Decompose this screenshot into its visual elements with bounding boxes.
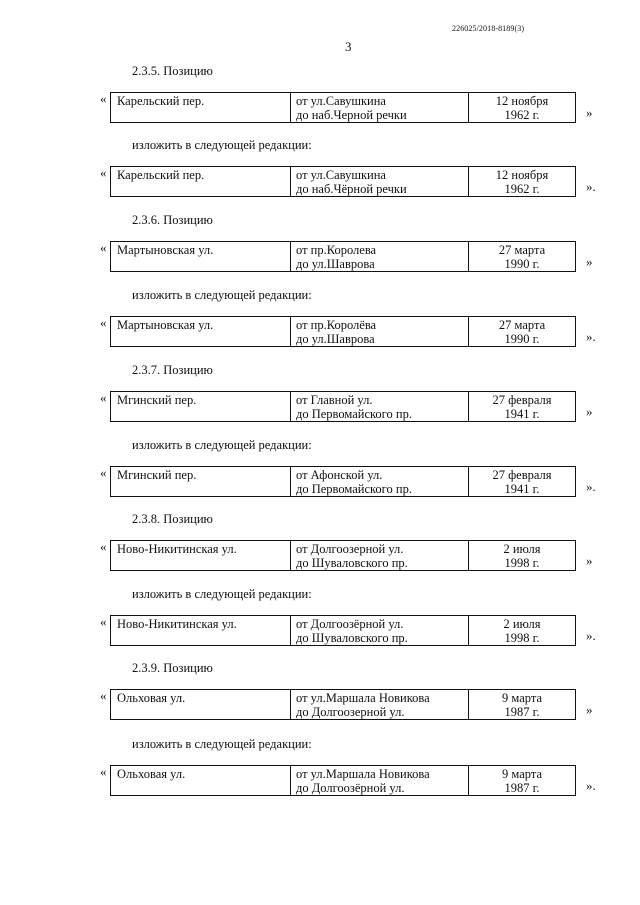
close-quote: » [586, 702, 593, 717]
extent-from: от Афонской ул. [296, 468, 383, 482]
date-cell [469, 467, 575, 496]
close-quote: » [586, 404, 593, 419]
date-cell [469, 167, 575, 196]
date-cell [469, 616, 575, 645]
date-cell [469, 317, 575, 346]
open-quote: « [100, 390, 107, 405]
extent-cell [291, 766, 469, 795]
extent-to: до ул.Шаврова [296, 257, 375, 271]
extent-cell [291, 317, 469, 346]
section-heading: 2.3.7. Позицию [132, 363, 213, 377]
extent-cell [291, 690, 469, 719]
position-table [110, 540, 576, 571]
open-quote: « [100, 240, 107, 255]
extent-cell [291, 467, 469, 496]
street-name-cell: Ольховая ул. [111, 766, 291, 795]
extent-to: до ул.Шаврова [296, 332, 375, 346]
new-position-row [100, 166, 600, 202]
close-quote: ». [586, 179, 596, 194]
street-name-cell: Ново-Никитинская ул. [111, 541, 291, 570]
extent-from: от Долгоозерной ул. [296, 542, 404, 556]
date-cell [469, 766, 575, 795]
close-quote: » [586, 254, 593, 269]
open-quote: « [100, 165, 107, 180]
extent-to: до Долгоозерной ул. [296, 705, 405, 719]
date-day-month: 27 февраля [492, 468, 552, 482]
instruction-text: изложить в следующей редакции: [132, 138, 312, 152]
date-year: 1941 г. [504, 482, 540, 496]
extent-to: до наб.Черной речки [296, 108, 407, 122]
street-name-cell: Мгинский пер. [111, 467, 291, 496]
extent-from: от ул.Савушкина [296, 94, 386, 108]
extent-cell [291, 541, 469, 570]
old-position-row [100, 391, 600, 427]
date-day-month: 2 июля [503, 617, 541, 631]
street-name-cell: Мартыновская ул. [111, 242, 291, 271]
street-name-cell: Ново-Никитинская ул. [111, 616, 291, 645]
open-quote: « [100, 539, 107, 554]
date-day-month: 2 июля [503, 542, 541, 556]
extent-from: от Главной ул. [296, 393, 373, 407]
street-name-cell: Карельский пер. [111, 167, 291, 196]
close-quote: » [586, 553, 593, 568]
new-position-row [100, 316, 600, 352]
old-position-row [100, 241, 600, 277]
date-cell [469, 93, 575, 122]
open-quote: « [100, 91, 107, 106]
instruction-text: изложить в следующей редакции: [132, 438, 312, 452]
date-day-month: 9 марта [502, 691, 542, 705]
extent-from: от ул.Маршала Новикова [296, 767, 430, 781]
instruction-text: изложить в следующей редакции: [132, 737, 312, 751]
old-position-row [100, 540, 600, 576]
date-day-month: 27 февраля [492, 393, 552, 407]
date-year: 1962 г. [504, 182, 540, 196]
extent-cell [291, 242, 469, 271]
date-year: 1962 г. [504, 108, 540, 122]
instruction-text: изложить в следующей редакции: [132, 587, 312, 601]
date-day-month: 12 ноября [495, 94, 549, 108]
date-cell [469, 541, 575, 570]
old-position-row [100, 92, 600, 128]
extent-from: от ул.Маршала Новикова [296, 691, 430, 705]
close-quote: ». [586, 778, 596, 793]
date-day-month: 12 ноября [495, 168, 549, 182]
close-quote: ». [586, 329, 596, 344]
page-number: 3 [345, 39, 352, 54]
extent-to: до Первомайского пр. [296, 482, 412, 496]
date-day-month: 27 марта [498, 318, 546, 332]
extent-cell [291, 93, 469, 122]
position-table [110, 765, 576, 796]
document-id: 226025/2018-8189(3) [452, 24, 525, 33]
extent-cell [291, 167, 469, 196]
close-quote: ». [586, 628, 596, 643]
section-heading: 2.3.5. Позицию [132, 64, 213, 78]
open-quote: « [100, 315, 107, 330]
date-day-month: 27 марта [498, 243, 546, 257]
date-cell [469, 242, 575, 271]
position-table [110, 466, 576, 497]
extent-cell [291, 616, 469, 645]
date-year: 1941 г. [504, 407, 540, 421]
close-quote: » [586, 105, 593, 120]
street-name-cell: Мгинский пер. [111, 392, 291, 421]
position-table [110, 92, 576, 123]
position-table [110, 615, 576, 646]
instruction-text: изложить в следующей редакции: [132, 288, 312, 302]
position-table [110, 241, 576, 272]
close-quote: ». [586, 479, 596, 494]
position-table [110, 391, 576, 422]
street-name-cell: Ольховая ул. [111, 690, 291, 719]
section-heading: 2.3.8. Позицию [132, 512, 213, 526]
open-quote: « [100, 764, 107, 779]
date-day-month: 9 марта [502, 767, 542, 781]
position-table [110, 689, 576, 720]
extent-from: от пр.Королёва [296, 318, 377, 332]
old-position-row [100, 689, 600, 725]
open-quote: « [100, 465, 107, 480]
date-year: 1990 г. [504, 332, 540, 346]
section-heading: 2.3.9. Позицию [132, 661, 213, 675]
extent-from: от ул.Савушкина [296, 168, 386, 182]
extent-to: до Долгоозёрной ул. [296, 781, 405, 795]
new-position-row [100, 765, 600, 801]
position-table [110, 166, 576, 197]
extent-to: до Шуваловского пр. [296, 631, 408, 645]
section-heading: 2.3.6. Позицию [132, 213, 213, 227]
extent-from: от пр.Королева [296, 243, 377, 257]
new-position-row [100, 466, 600, 502]
extent-to: до наб.Чёрной речки [296, 182, 407, 196]
extent-cell [291, 392, 469, 421]
date-year: 1998 г. [504, 631, 540, 645]
date-year: 1998 г. [504, 556, 540, 570]
street-name-cell: Мартыновская ул. [111, 317, 291, 346]
extent-to: до Первомайского пр. [296, 407, 412, 421]
date-year: 1987 г. [504, 781, 540, 795]
date-cell [469, 690, 575, 719]
extent-to: до Шуваловского пр. [296, 556, 408, 570]
new-position-row [100, 615, 600, 651]
date-year: 1990 г. [504, 257, 540, 271]
open-quote: « [100, 688, 107, 703]
date-cell [469, 392, 575, 421]
open-quote: « [100, 614, 107, 629]
street-name-cell: Карельский пер. [111, 93, 291, 122]
position-table [110, 316, 576, 347]
extent-from: от Долгоозёрной ул. [296, 617, 404, 631]
date-year: 1987 г. [504, 705, 540, 719]
